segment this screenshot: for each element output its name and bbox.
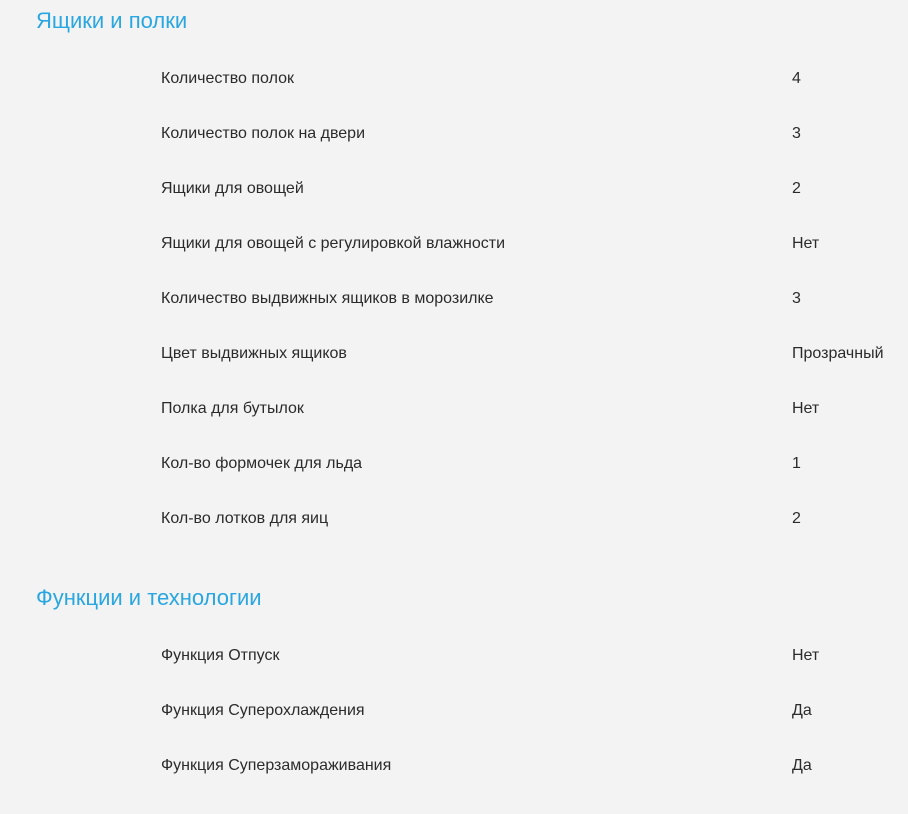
spec-row	[0, 233, 908, 255]
spec-label: Количество полок на двери	[161, 125, 366, 142]
spec-value: 3	[792, 290, 801, 307]
spec-value: Да	[792, 757, 812, 774]
spec-label: Функция Суперзамораживания	[161, 757, 392, 774]
spec-row	[0, 645, 908, 667]
spec-label: Количество выдвижных ящиков в морозилке	[161, 290, 494, 307]
spec-row	[0, 123, 908, 145]
spec-value: 2	[792, 510, 801, 527]
spec-value: 1	[792, 455, 801, 472]
spec-value: 3	[792, 125, 801, 142]
spec-row	[0, 755, 908, 777]
spec-label: Ящики для овощей	[161, 180, 304, 197]
spec-value: Да	[792, 702, 812, 719]
spec-label: Функция Отпуск	[161, 647, 280, 664]
spec-row	[0, 398, 908, 420]
spec-row	[0, 68, 908, 90]
spec-row	[0, 700, 908, 722]
spec-label: Ящики для овощей с регулировкой влажности	[161, 235, 506, 252]
spec-label: Кол-во формочек для льда	[161, 455, 363, 472]
spec-row	[0, 288, 908, 310]
section-title: Ящики и полки	[36, 8, 188, 33]
spec-row	[0, 508, 908, 530]
spec-row	[0, 453, 908, 475]
spec-label: Функция Суперохлаждения	[161, 702, 365, 719]
spec-label: Количество полок	[161, 70, 294, 87]
spec-row	[0, 178, 908, 200]
spec-value: Нет	[792, 647, 820, 664]
spec-row	[0, 343, 908, 365]
spec-value: 2	[792, 180, 801, 197]
spec-value: Нет	[792, 400, 820, 417]
spec-label: Цвет выдвижных ящиков	[161, 345, 347, 362]
spec-value: 4	[792, 70, 801, 87]
spec-label: Полка для бутылок	[161, 400, 304, 417]
spec-value: Нет	[792, 235, 820, 252]
spec-label: Кол-во лотков для яиц	[161, 510, 329, 527]
section-title: Функции и технологии	[36, 585, 262, 610]
spec-value: Прозрачный	[792, 345, 884, 362]
